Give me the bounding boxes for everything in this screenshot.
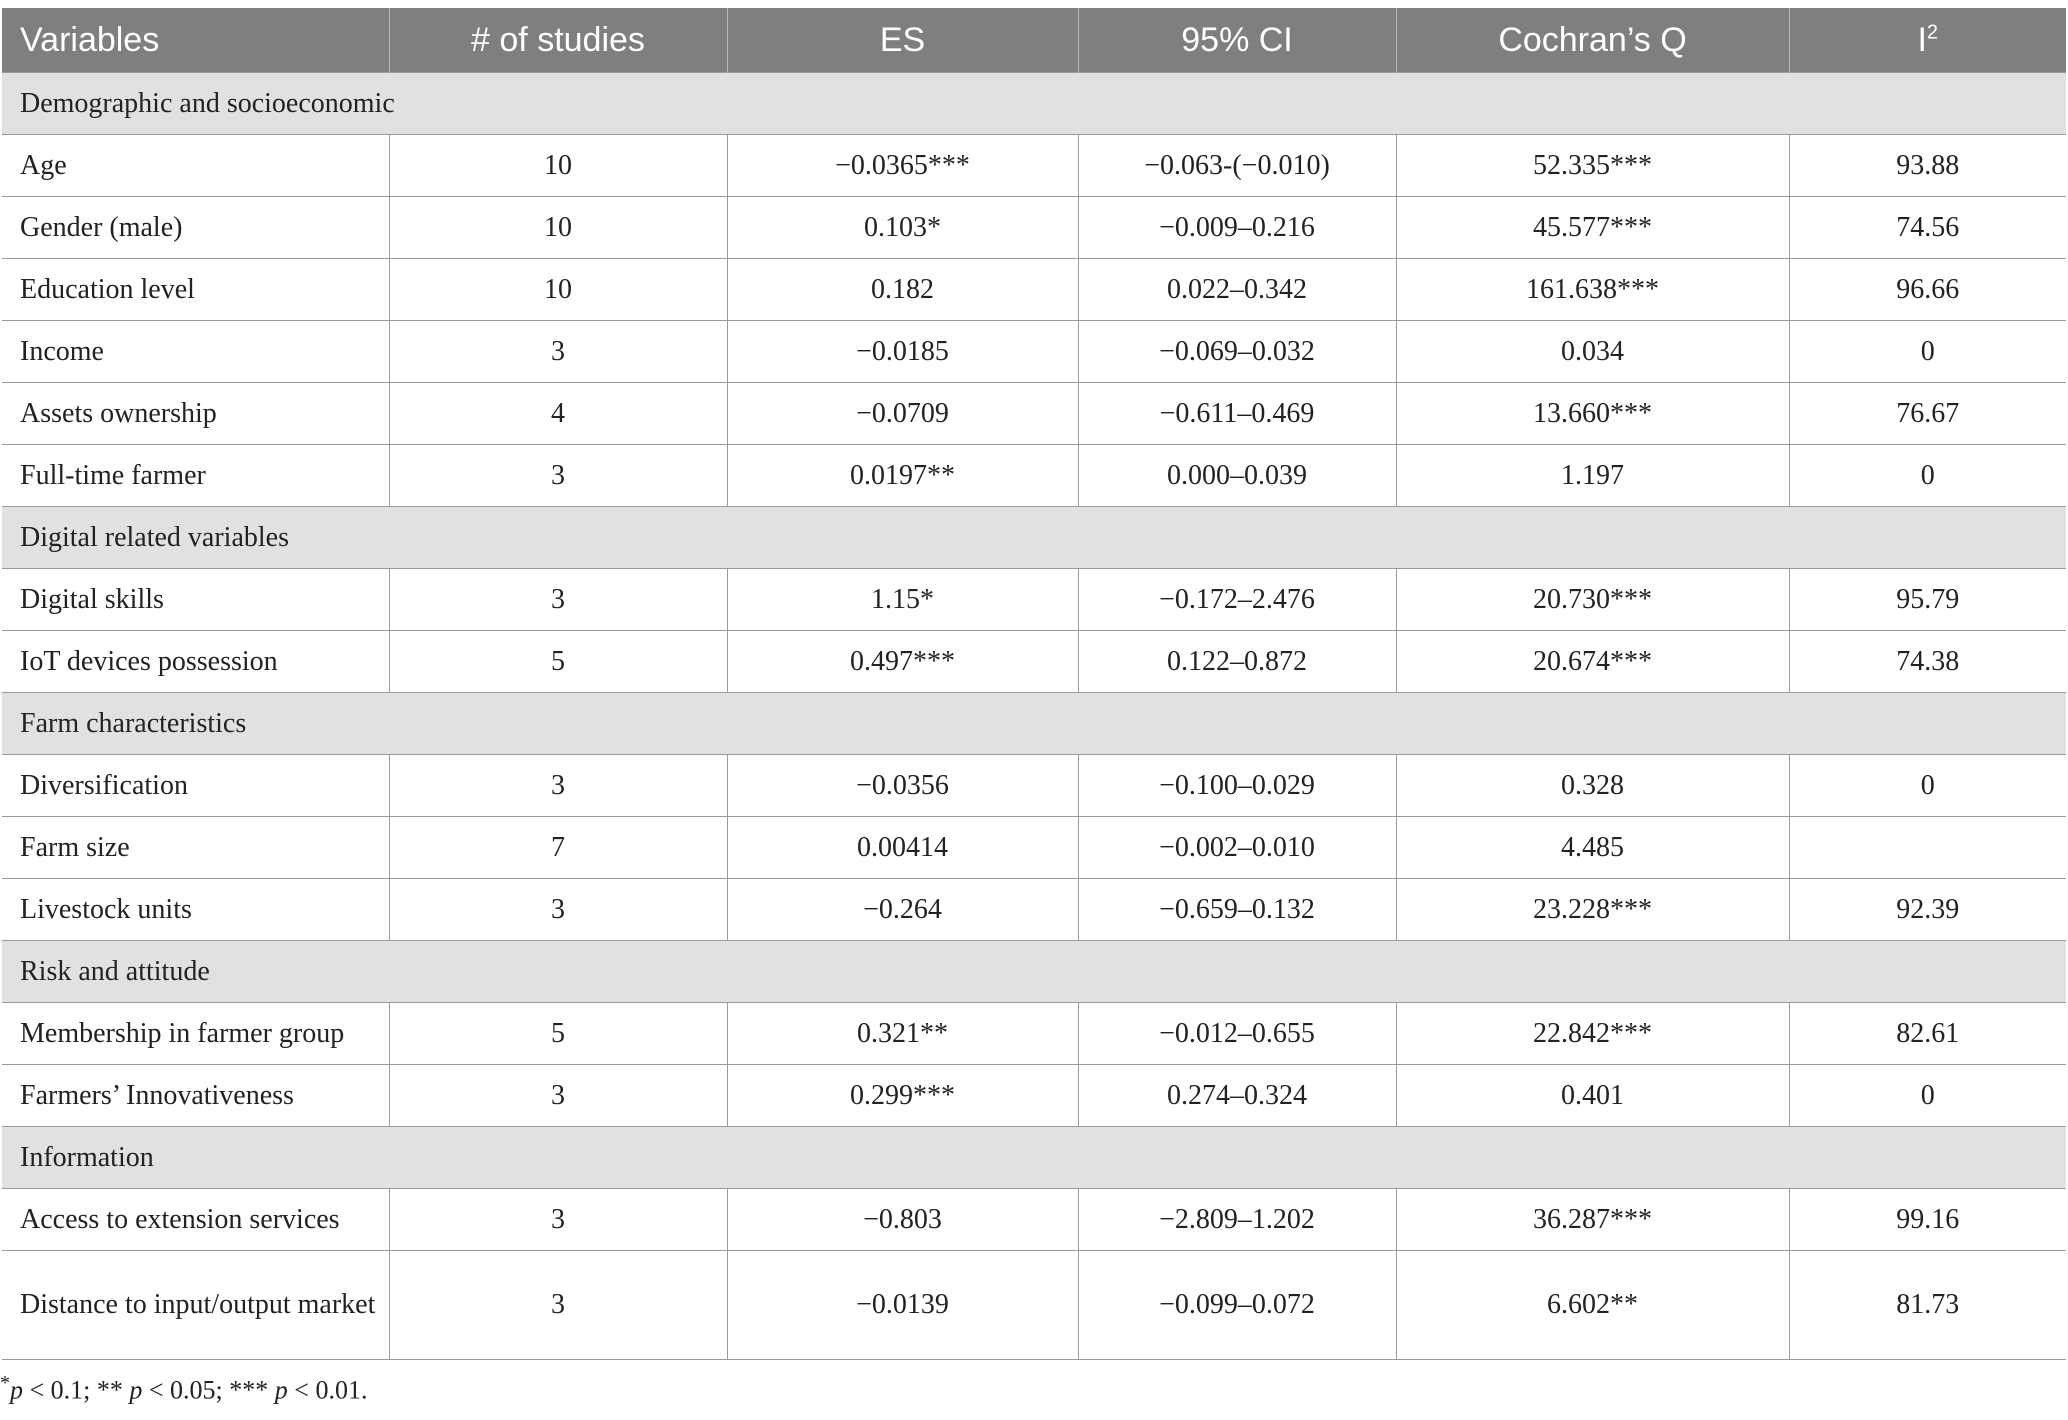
cell-ci: −2.809–1.202	[1078, 1189, 1396, 1251]
significance-footnote: *p < 0.1; ** p < 0.05; *** p < 0.01.	[0, 1372, 368, 1405]
cell-es: 0.00414	[727, 817, 1078, 879]
cell-variable: Farmers’ Innovativeness	[2, 1065, 389, 1127]
cell-cochrans-q: 161.638***	[1396, 259, 1789, 321]
cell-i-squared: 96.66	[1789, 259, 2066, 321]
cell-variable: Education level	[2, 259, 389, 321]
cell-num-studies: 3	[389, 1189, 727, 1251]
table-row	[2, 631, 2066, 693]
section-header-row	[2, 507, 2066, 569]
cell-cochrans-q: 6.602**	[1396, 1251, 1789, 1360]
cell-num-studies: 5	[389, 631, 727, 693]
cell-num-studies: 3	[389, 569, 727, 631]
cell-es: −0.0709	[727, 383, 1078, 445]
cell-ci: −0.009–0.216	[1078, 197, 1396, 259]
cell-cochrans-q: 4.485	[1396, 817, 1789, 879]
cell-es: −0.264	[727, 879, 1078, 941]
table-row	[2, 135, 2066, 197]
table-row	[2, 1189, 2066, 1251]
cell-ci: −0.012–0.655	[1078, 1003, 1396, 1065]
table-row	[2, 879, 2066, 941]
cell-i-squared: 81.73	[1789, 1251, 2066, 1360]
cell-cochrans-q: 13.660***	[1396, 383, 1789, 445]
cell-i-squared: 0	[1789, 321, 2066, 383]
section-title: Information	[2, 1127, 2066, 1189]
table-row	[2, 755, 2066, 817]
cell-es: −0.0185	[727, 321, 1078, 383]
cell-i-squared: 0	[1789, 445, 2066, 507]
header-cochrans-q: Cochran’s Q	[1396, 8, 1789, 73]
cell-i-squared: 93.88	[1789, 135, 2066, 197]
table-row	[2, 1003, 2066, 1065]
cell-variable: Gender (male)	[2, 197, 389, 259]
cell-cochrans-q: 36.287***	[1396, 1189, 1789, 1251]
section-title: Demographic and socioeconomic	[2, 73, 2066, 135]
section-header-row	[2, 693, 2066, 755]
cell-cochrans-q: 1.197	[1396, 445, 1789, 507]
cell-es: 0.103*	[727, 197, 1078, 259]
cell-i-squared	[1789, 817, 2066, 879]
cell-num-studies: 4	[389, 383, 727, 445]
cell-i-squared: 99.16	[1789, 1189, 2066, 1251]
cell-variable: IoT devices possession	[2, 631, 389, 693]
cell-es: −0.803	[727, 1189, 1078, 1251]
table-row	[2, 321, 2066, 383]
section-header-row	[2, 941, 2066, 1003]
section-header-row	[2, 73, 2066, 135]
cell-num-studies: 3	[389, 755, 727, 817]
cell-i-squared: 74.56	[1789, 197, 2066, 259]
cell-es: −0.0139	[727, 1251, 1078, 1360]
cell-num-studies: 10	[389, 259, 727, 321]
header-row	[2, 8, 2066, 73]
cell-ci: −0.063-(−0.010)	[1078, 135, 1396, 197]
cell-cochrans-q: 52.335***	[1396, 135, 1789, 197]
cell-variable: Assets ownership	[2, 383, 389, 445]
table-row	[2, 1251, 2066, 1360]
cell-cochrans-q: 22.842***	[1396, 1003, 1789, 1065]
cell-num-studies: 10	[389, 135, 727, 197]
cell-es: −0.0356	[727, 755, 1078, 817]
table-row	[2, 197, 2066, 259]
cell-num-studies: 3	[389, 1251, 727, 1360]
cell-ci: 0.000–0.039	[1078, 445, 1396, 507]
section-title: Digital related variables	[2, 507, 2066, 569]
cell-i-squared: 76.67	[1789, 383, 2066, 445]
cell-variable: Access to extension services	[2, 1189, 389, 1251]
cell-i-squared: 0	[1789, 1065, 2066, 1127]
cell-variable: Diversification	[2, 755, 389, 817]
results-table-container	[2, 8, 2066, 1360]
table-row	[2, 1065, 2066, 1127]
cell-ci: −0.659–0.132	[1078, 879, 1396, 941]
meta-analysis-table	[2, 8, 2066, 1360]
cell-variable: Distance to input/output market	[2, 1251, 389, 1360]
cell-es: 0.299***	[727, 1065, 1078, 1127]
table-row	[2, 383, 2066, 445]
table-body	[2, 73, 2066, 1360]
cell-cochrans-q: 0.034	[1396, 321, 1789, 383]
section-title: Farm characteristics	[2, 693, 2066, 755]
cell-i-squared: 82.61	[1789, 1003, 2066, 1065]
cell-variable: Farm size	[2, 817, 389, 879]
cell-variable: Full-time farmer	[2, 445, 389, 507]
table-row	[2, 817, 2066, 879]
header-es: ES	[727, 8, 1078, 73]
header-ci: 95% CI	[1078, 8, 1396, 73]
header-variables: Variables	[2, 8, 389, 73]
cell-es: 0.0197**	[727, 445, 1078, 507]
cell-i-squared: 0	[1789, 755, 2066, 817]
cell-ci: −0.069–0.032	[1078, 321, 1396, 383]
cell-i-squared: 95.79	[1789, 569, 2066, 631]
cell-cochrans-q: 23.228***	[1396, 879, 1789, 941]
cell-num-studies: 3	[389, 1065, 727, 1127]
cell-variable: Livestock units	[2, 879, 389, 941]
cell-ci: −0.002–0.010	[1078, 817, 1396, 879]
cell-es: −0.0365***	[727, 135, 1078, 197]
cell-cochrans-q: 0.401	[1396, 1065, 1789, 1127]
cell-ci: 0.274–0.324	[1078, 1065, 1396, 1127]
cell-cochrans-q: 20.674***	[1396, 631, 1789, 693]
cell-num-studies: 3	[389, 321, 727, 383]
cell-es: 0.497***	[727, 631, 1078, 693]
cell-ci: 0.122–0.872	[1078, 631, 1396, 693]
header-i-squared: $I^2$	[1789, 8, 2066, 73]
cell-i-squared: 92.39	[1789, 879, 2066, 941]
cell-ci: 0.022–0.342	[1078, 259, 1396, 321]
cell-ci: −0.099–0.072	[1078, 1251, 1396, 1360]
cell-num-studies: 5	[389, 1003, 727, 1065]
section-header-row	[2, 1127, 2066, 1189]
cell-i-squared: 74.38	[1789, 631, 2066, 693]
cell-num-studies: 7	[389, 817, 727, 879]
cell-cochrans-q: 20.730***	[1396, 569, 1789, 631]
section-title: Risk and attitude	[2, 941, 2066, 1003]
cell-variable: Digital skills	[2, 569, 389, 631]
table-row	[2, 569, 2066, 631]
cell-num-studies: 3	[389, 879, 727, 941]
cell-variable: Income	[2, 321, 389, 383]
table-row	[2, 445, 2066, 507]
cell-num-studies: 10	[389, 197, 727, 259]
cell-variable: Membership in farmer group	[2, 1003, 389, 1065]
cell-num-studies: 3	[389, 445, 727, 507]
cell-ci: −0.611–0.469	[1078, 383, 1396, 445]
cell-es: 0.182	[727, 259, 1078, 321]
cell-ci: −0.172–2.476	[1078, 569, 1396, 631]
cell-es: 0.321**	[727, 1003, 1078, 1065]
cell-cochrans-q: 45.577***	[1396, 197, 1789, 259]
cell-variable: Age	[2, 135, 389, 197]
cell-ci: −0.100–0.029	[1078, 755, 1396, 817]
table-row	[2, 259, 2066, 321]
header-num-studies: # of studies	[389, 8, 727, 73]
cell-cochrans-q: 0.328	[1396, 755, 1789, 817]
cell-es: 1.15*	[727, 569, 1078, 631]
